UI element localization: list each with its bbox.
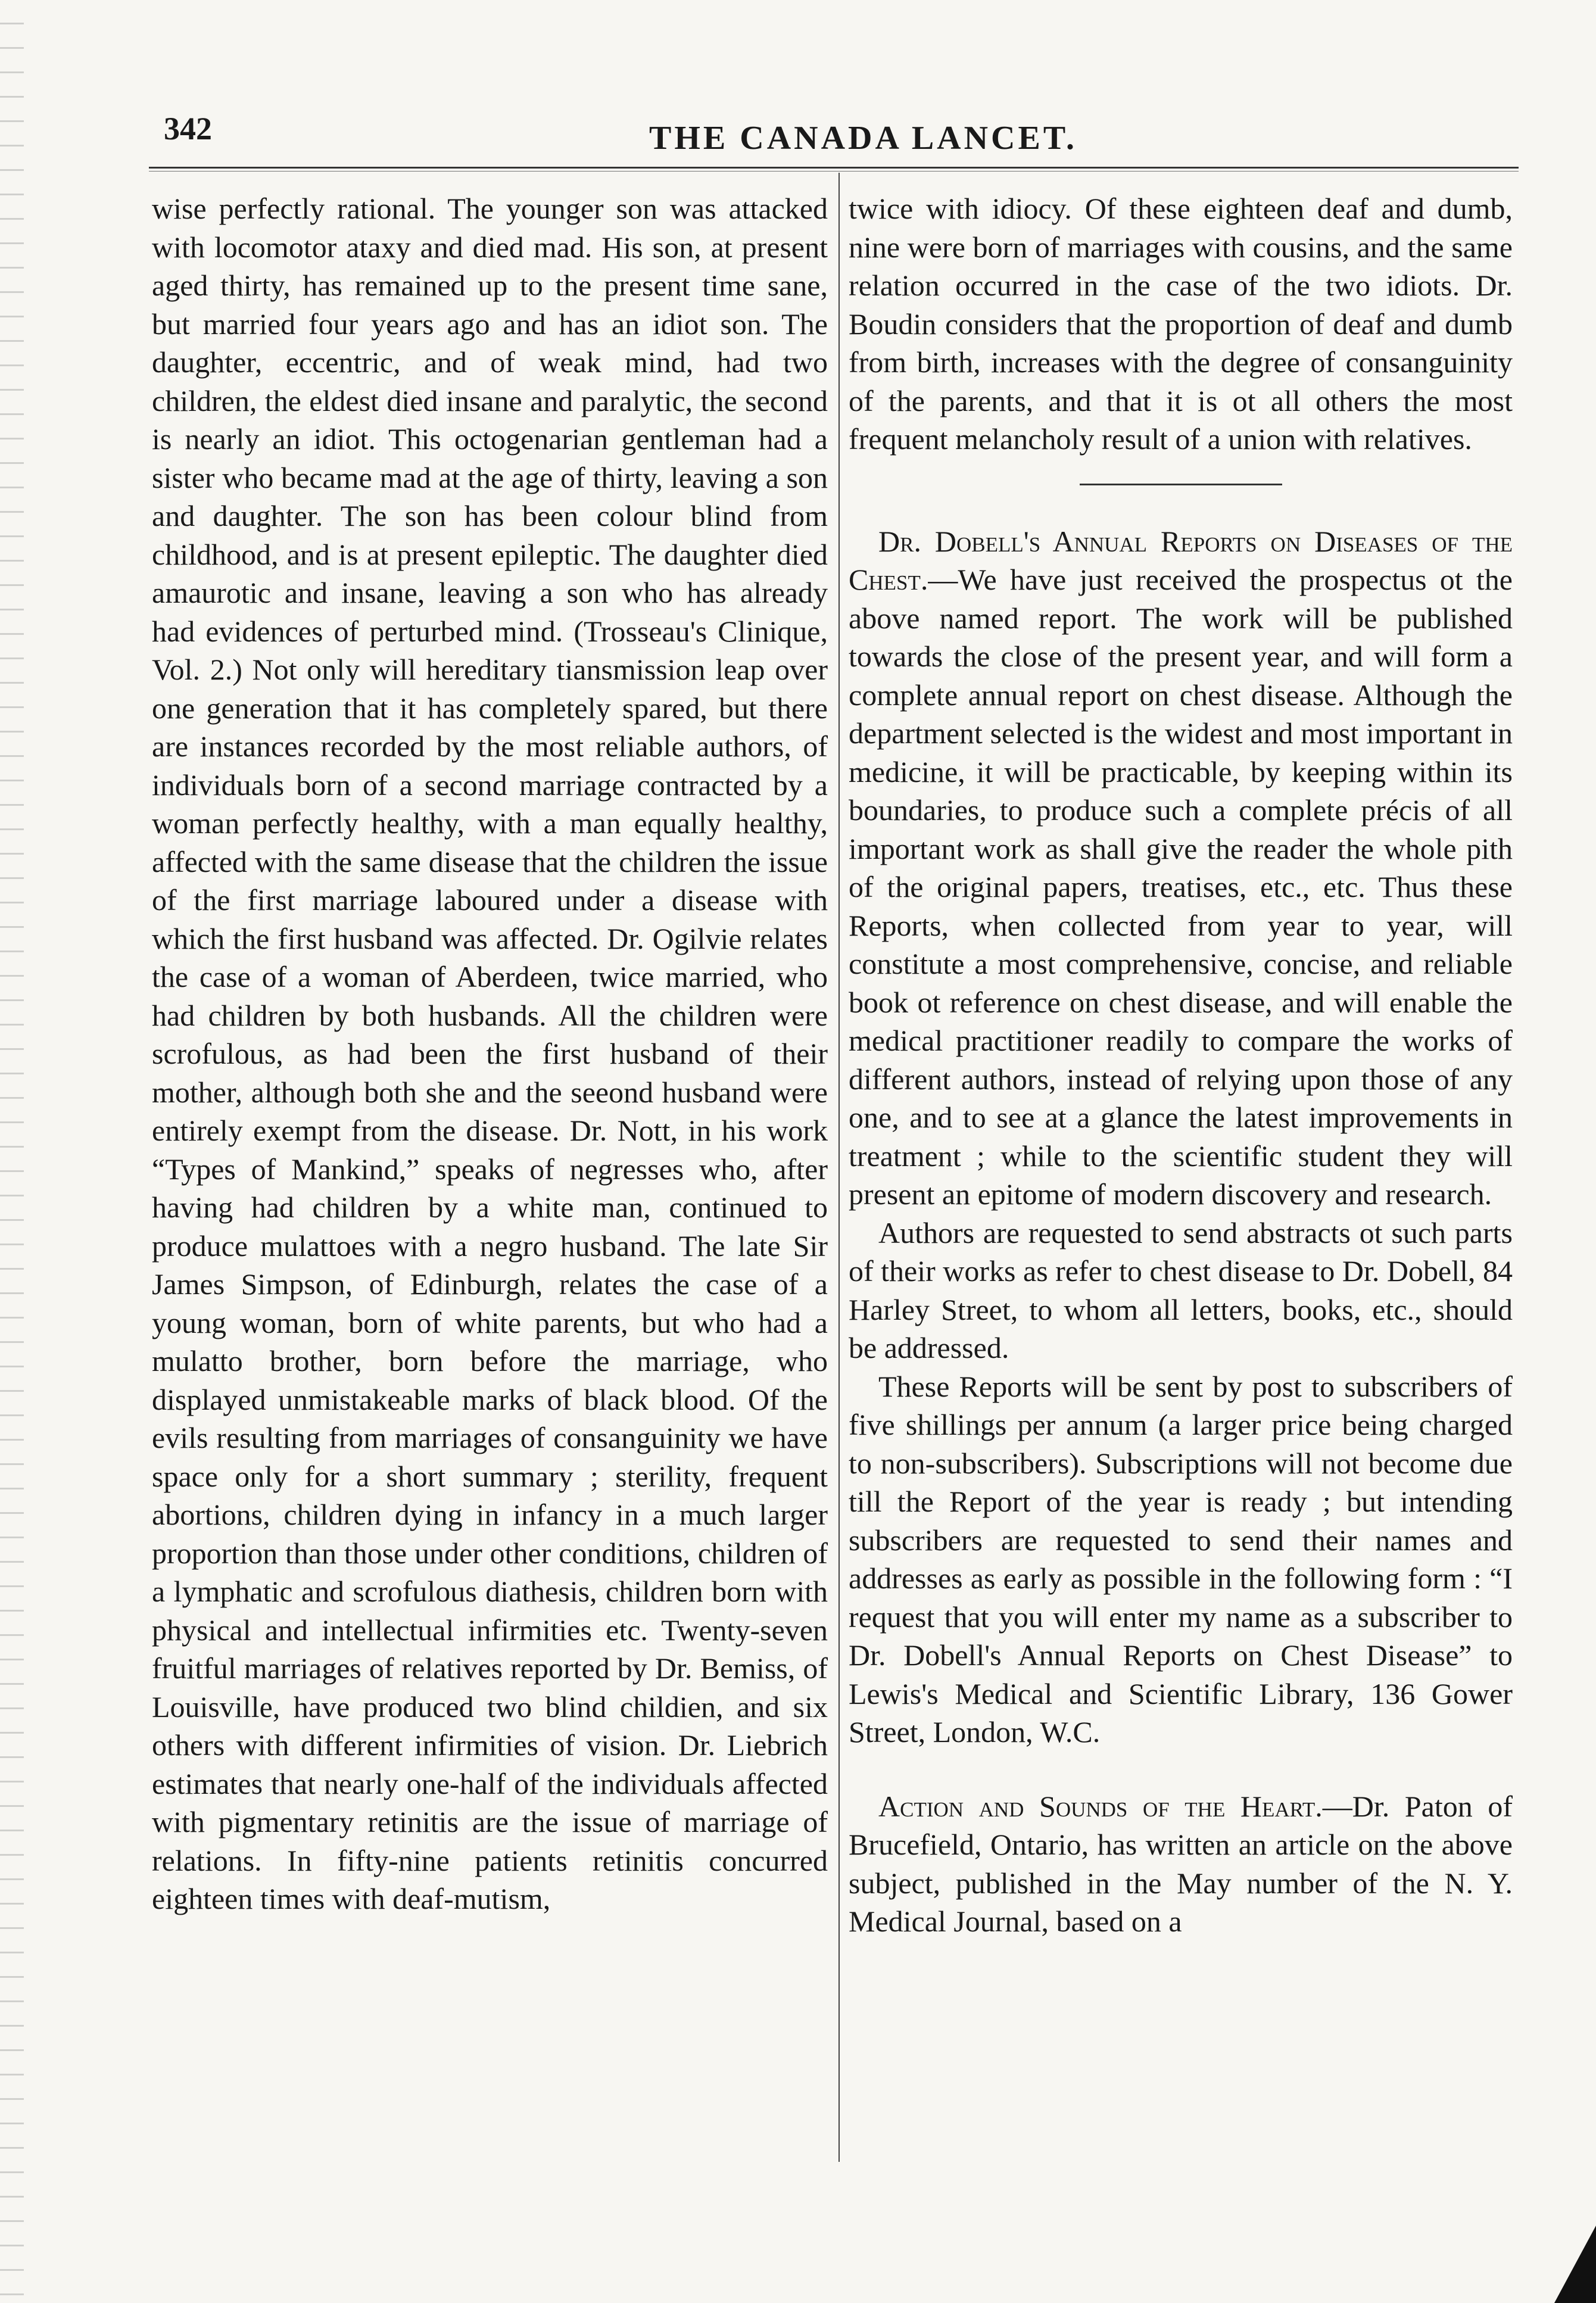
scan-margin-specks xyxy=(0,0,24,2303)
page-number: 342 xyxy=(164,111,212,147)
right-column-paragraph-continued: twice with idiocy. Of these eighteen deaf and dumb, nine were born of marriages with cousins, and the same relation occurred in the case of the two idiots. Dr. Boudin considers that the proportion of deaf and dumb from birth, increases with the degree of consanguinity of the parents, and that it is ot all others the most frequent melancholy result of a union with relatives. xyxy=(849,192,1513,456)
section-gap xyxy=(849,1752,1513,1787)
left-column-paragraph: wise perfectly rational. The younger son was attacked with locomotor ataxy and died mad. His son, at present aged thirty, has remained up to the present time sane, but married four years ago and has an idiot son. The daughter, eccentric, and of weak mind, had two children, the eldest died insane and paralytic, the second is nearly an idiot. This octogenarian gentleman had a sister who became mad at the age of thirty, leaving a son and daughter. The son has been colour blind from childhood, and is at present epileptic. The daughter died amaurotic and insane, leaving a son who has already had evidences of perturbed mind. (Trosseau's Clinique, Vol. 2.) Not only will hereditary tiansmission leap over one generation that it has completely spared, but there are instances recorded by the most reliable authors, of individuals born of a second marriage contracted by a woman perfectly healthy, with a man equally healthy, affected with the same disease that the children the issue of the first marriage laboured under a disease with which the first husband was affected. Dr. Ogilvie relates the case of a woman of Aberdeen, twice married, who had children by both husbands. All the children were scrofulous, as had been the first husband of their mother, although both she and the seeond husband were entirely exempt from the disease. Dr. Nott, in his work “Types of Mankind,” speaks of negresses who, after having had children by a white man, continued to produce mulattoes with a negro husband. The late Sir James Simpson, of Edinburgh, relates the case of a young woman, born of white parents, but who had a mulatto brother, born before the marriage, who displayed unmistakeable marks of black blood. Of the evils resulting from marriages of consanguinity we have space only for a short summary ; sterility, frequent abortions, children dying in infancy in a much larger proportion than those under other conditions, children of a lymphatic and scrofulous diathesis, children born with physical and intellectual infirmities etc. Twenty-seven fruitful marriages of relatives reported by Dr. Bemiss, of Louisville, have produced two blind childien, and six others with different infirmities of vision. Dr. Liebrich estimates that nearly one-half of the individuals affected with pigmentary retinitis are the issue of marriage of relations. In fifty-nine patients retinitis concurred eighteen times with deaf-mutism, xyxy=(152,192,828,1915)
dobell-reports-body: —We have just received the prospectus ot the above named report. The work will be published towards the close of the present year, and will form a complete annual report on chest disease. Although the department selected is the widest and most important in medicine, it will be practicable, by keeping within its boundaries, to produce such a complete précis of all important work as shall give the reader the whole pith of the original papers, treatises, etc., etc. Thus these Reports, when collected from year to year, will constitute a most comprehensive, concise, and reliable book ot reference on chest disease, and will enable the medical practitioner readily to compare the works of different authors, instead of relying upon those of any one, and to see at a glance the latest improvements in treatment ; while to the scientific student they will present an epitome of modern discovery and research. xyxy=(849,563,1513,1211)
running-head-title: THE CANADA LANCET. xyxy=(649,120,1078,157)
heart-article-heading: Action and Sounds of the Heart. xyxy=(878,1789,1323,1823)
section-separator-rule xyxy=(1080,484,1282,485)
header-rule xyxy=(149,167,1519,172)
heart-article-paragraph xyxy=(849,1787,1513,1941)
left-column xyxy=(152,189,828,1918)
right-column xyxy=(849,189,1513,1941)
dobell-reports-heading: Dr. Dobell's Annual Reports on Diseases of the Chest. xyxy=(849,524,1513,596)
page-corner-mark xyxy=(1554,2226,1596,2303)
column-divider xyxy=(838,173,840,2162)
dobell-reports-paragraph xyxy=(849,522,1513,1214)
dobell-subscription-paragraph: These Reports will be sent by post to subscribers of five shillings per annum (a larger price being charged to non-subscribers). Subscriptions will not become due till the Report of the year is ready ; but intending subscribers are requested to send their names and addresses as early as possible in the following form : “I request that you will enter my name as a subscriber to Dr. Dobell's Annual Reports on Chest Disease” to Lewis's Medical and Scientific Library, 136 Gower Street, London, W.C. xyxy=(849,1369,1513,1749)
dobell-authors-paragraph: Authors are requested to send abstracts ot such parts of their works as refer to chest disease to Dr. Dobell, 84 Harley Street, to whom all letters, books, etc., should be addressed. xyxy=(849,1216,1513,1364)
heart-article-body: —Dr. Paton of Brucefield, Ontario, has written an article on the above subject, published in the May number of the N. Y. Medical Journal, based on a xyxy=(849,1789,1513,1938)
